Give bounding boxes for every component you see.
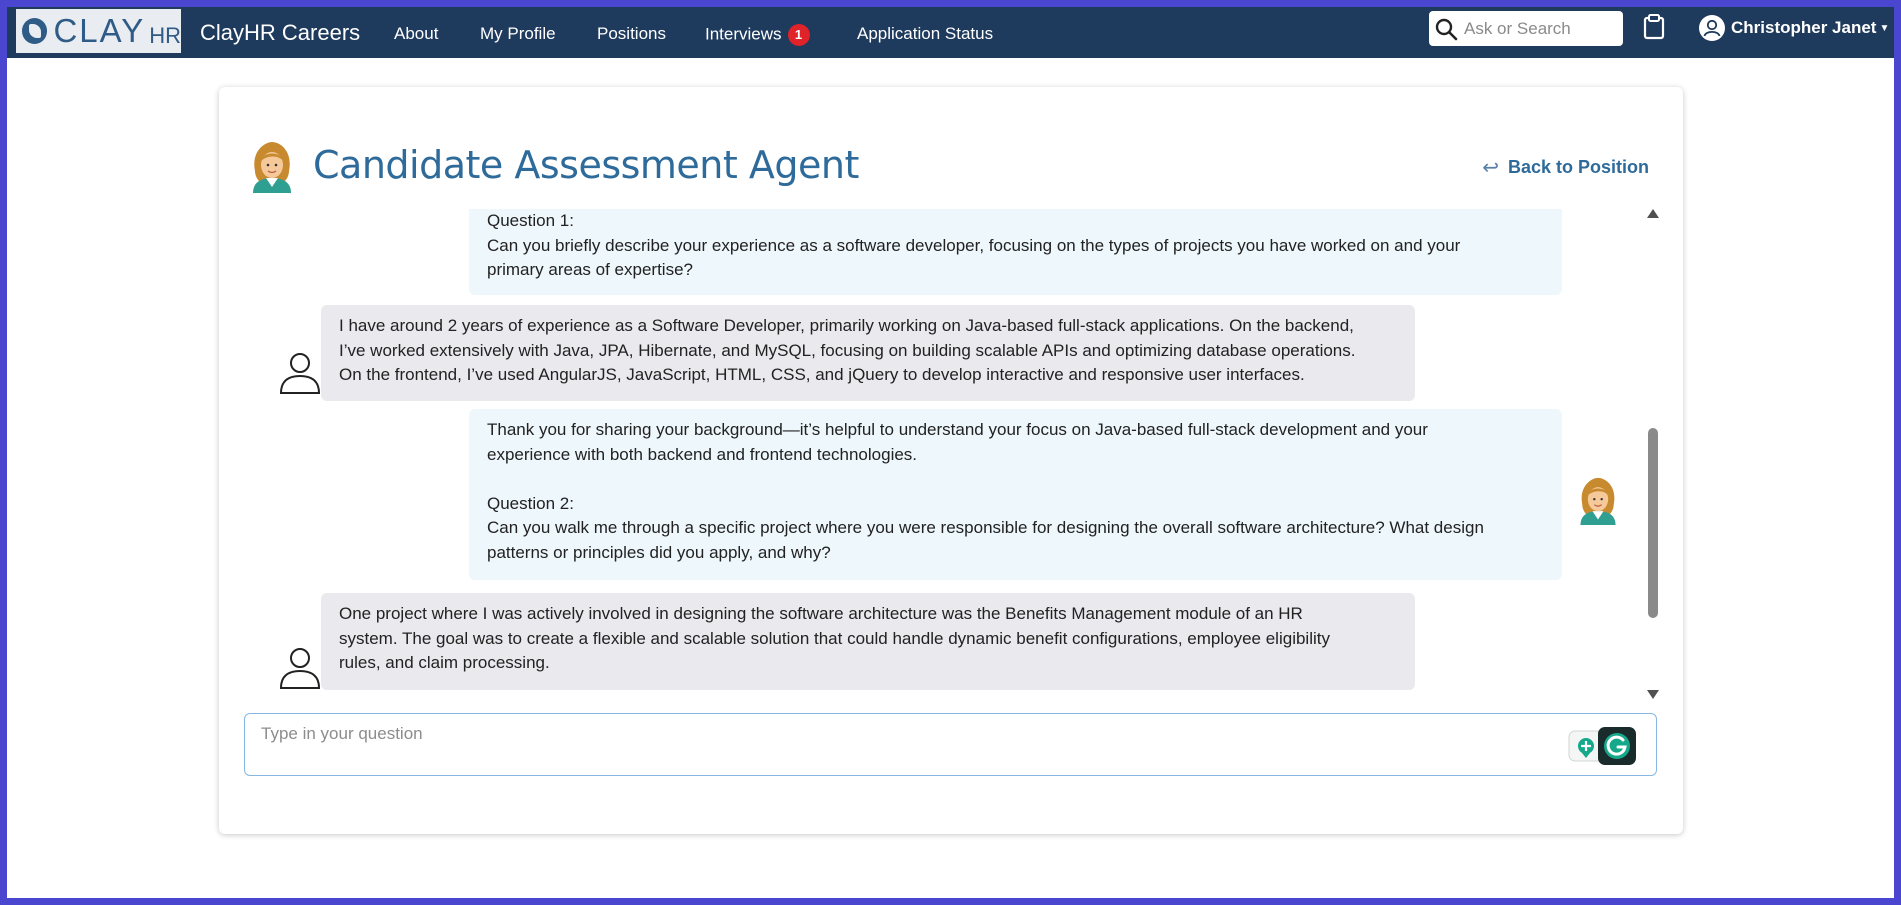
app-frame (7, 7, 1894, 898)
user-message (321, 305, 1415, 401)
message-text: One project where I was actively involved in designing the software architecture was the Benefits Management module of an HR system. The goal was to create a flexible and scalable solution that could handle dynamic benefit configurations, employee eligibility rules, and claim processing. (339, 604, 1330, 672)
scroll-down-arrow-icon[interactable] (1647, 690, 1659, 699)
back-arrow-icon: ↩ (1482, 157, 1499, 179)
interviews-count-badge: 1 (788, 24, 810, 46)
nav-interviews-label: Interviews (705, 24, 782, 44)
scroll-up-arrow-icon[interactable] (1647, 209, 1659, 218)
user-menu[interactable] (1699, 15, 1889, 41)
back-to-position-label: Back to Position (1507, 157, 1649, 177)
search-box[interactable] (1429, 11, 1623, 46)
question-input[interactable] (261, 724, 1561, 764)
clipboard-icon[interactable] (1643, 14, 1665, 40)
clayhr-logo[interactable] (16, 9, 181, 53)
chat-thread[interactable] (243, 209, 1629, 706)
user-person-icon (279, 646, 321, 690)
search-icon (1434, 17, 1458, 41)
scrollbar-thumb[interactable] (1648, 428, 1658, 618)
agent-avatar-icon (1576, 477, 1620, 525)
nav-my-profile[interactable]: My Profile (480, 24, 556, 43)
message-text: Thank you for sharing your background—it’s helpful to understand your focus on Java-based full-stack development and your experience with both backend and frontend technologies. Question 2: Can you walk me through a specific project where you were responsible for designing the overall software architecture? What design patterns or principles did you apply, and why? (487, 420, 1484, 562)
user-message (321, 593, 1415, 690)
assessment-card (219, 87, 1683, 834)
user-avatar-icon (1699, 15, 1725, 41)
message-text: Question 1: Can you briefly describe your experience as a software developer, focusing on the types of projects you have worked on and your primary areas of expertise? (487, 211, 1461, 279)
agent-avatar-icon (249, 141, 295, 193)
agent-message (469, 209, 1562, 295)
logo-mark-icon (22, 18, 47, 44)
search-input[interactable] (1464, 19, 1614, 39)
page-title: Candidate Assessment Agent (313, 143, 859, 187)
user-person-icon (279, 351, 321, 395)
nav-about[interactable]: About (394, 24, 439, 43)
chat-scrollbar[interactable] (1644, 209, 1661, 699)
chevron-down-icon: ▼ (1879, 22, 1890, 34)
question-input-box[interactable] (244, 713, 1657, 776)
logo-text: CLAY (53, 12, 146, 49)
logo-sub: HR (149, 23, 181, 48)
nav-application-status[interactable]: Application Status (857, 24, 994, 43)
nav-interviews[interactable] (705, 24, 810, 46)
message-text: I have around 2 years of experience as a Software Developer, primarily working on Java-based full-stack applications. On the backend, I’ve worked extensively with Java, JPA, Hibernate, and MySQL, focusing on building scalable APIs and optimizing database operations. On the frontend, I’ve used AngularJS, JavaScript, HTML, CSS, and jQuery to develop interactive and responsive user interfaces. (339, 316, 1356, 384)
brand-title[interactable]: ClayHR Careers (200, 20, 361, 45)
back-to-position-link[interactable] (1482, 155, 1649, 180)
user-name: Christopher Janet (1731, 18, 1877, 37)
top-navbar (7, 7, 1894, 58)
grammarly-icon[interactable] (1568, 726, 1638, 766)
agent-message (469, 409, 1562, 580)
nav-positions[interactable]: Positions (597, 24, 666, 43)
